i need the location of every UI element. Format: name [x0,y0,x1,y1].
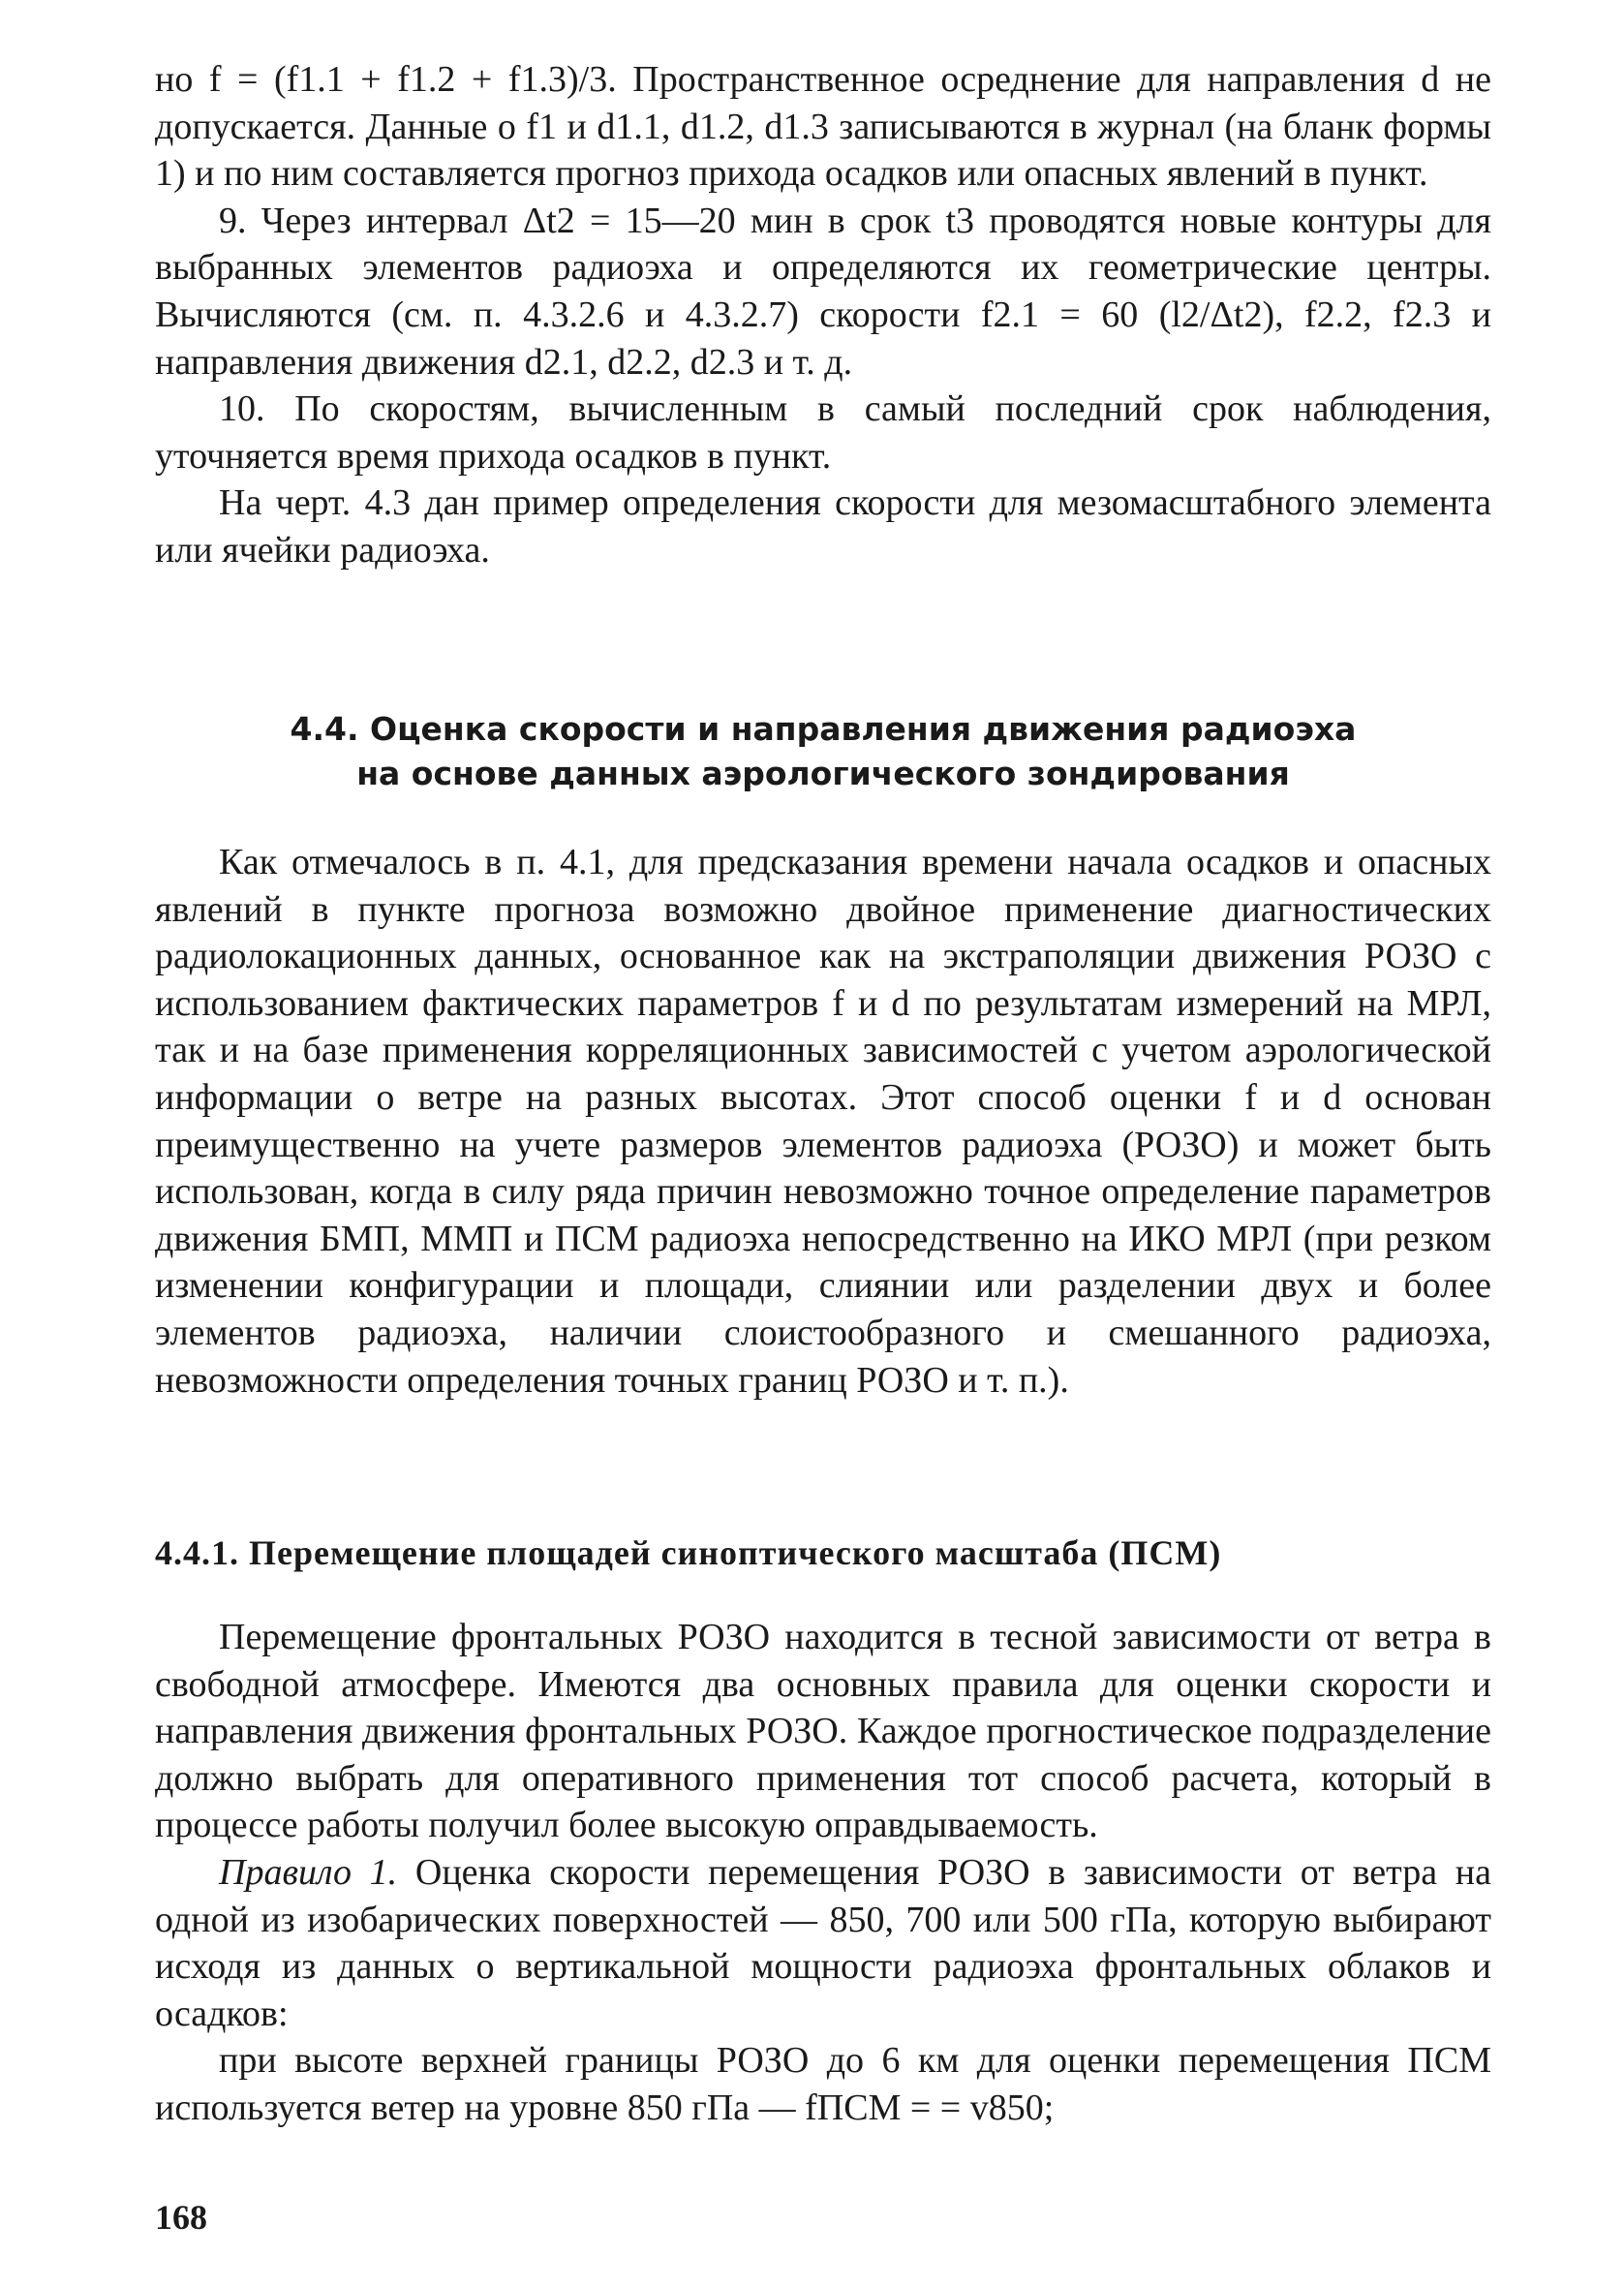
paragraph-item-10: 10. По скоростям, вычисленным в самый последний срок наблюдения, уточняется время прихода осадков в пункт. [155,388,1491,477]
paragraph-figure-note: На черт. 4.3 дан пример определения скорости для мезомасштабного элемента или ячейки радиоэха. [155,482,1491,571]
paragraph-item-9: 9. Через интервал Δt2 = 15—20 мин в срок t3 проводятся новые контуры для выбранных элементов радиоэха и определяются их геометрические центры. Вычисляются (см. п. 4.3.2.6 и 4.3.2.7) скорости f2.1 = 60 (l2/Δt2), f2.2, f2.3 и направления движения d2.1, d2.2, d2.3 и т. д. [155,200,1491,383]
paragraph-frontal: Перемещение фронтальных РОЗО находится в тесной зависимости от ветра в свободной атмосфере. Имеются два основных правила для оценки скорости и направления движения фронтальных РОЗО. Каждое прогностическое подразделение должно выбрать для оперативного применения тот способ расчета, который в процессе работы получил более высокую оправдываемость. [155,1617,1491,1846]
rule-1-text: Оценка скорости перемещения РОЗО в зависимости от ветра на одной из изобарических поверхностей — 850, 700 или 500 гПа, которую выбирают исходя из данных о вертикальной мощности радиоэха фронтальных облаков и осадков: [155,1851,1491,2034]
rule-1-label: Правило 1. [219,1851,398,1893]
page-number: 168 [155,2198,207,2237]
text-block-top [155,56,1491,574]
subsection-heading-4-4-1: 4.4.1. Перемещение площадей синоптического масштаба (ПСМ) [155,1533,1222,1572]
section-heading-line-2: на основе данных аэрологического зондирования [356,755,1290,792]
paragraph-last: при высоте верхней границы РОЗО до 6 км для оценки перемещения ПСМ используется ветер на уровне 850 гПа — fПСМ = = v850; [155,2040,1491,2128]
paragraph-section-4-4: Как отмечалось в п. 4.1, для предсказания времени начала осадков и опасных явлений в пункте прогноза возможно двойное применение диагностических радиолокационных данных, основанное как на экстраполяции движения РОЗО с использованием фактических параметров f и d по результатам измерений на МРЛ, так и на базе применения корреляционных зависимостей с учетом аэрологической информации о ветре на разных высотах. Этот способ оценки f и d основан преимущественно на учете размеров элементов радиоэха (РОЗО) и может быть использован, когда в силу ряда причин невозможно точное определение параметров движения БМП, ММП и ПСМ радиоэха непосредственно на ИКО МРЛ (при резком изменении конфигурации и площади, слиянии или разделении двух и более элементов радиоэха, наличии слоистообразного и смешанного радиоэха, невозможности определения точных границ РОЗО и т. п.). [155,842,1491,1401]
paragraph-rule-1 [155,1849,1491,2037]
text-block-section-4-4 [155,839,1491,1404]
section-heading-4-4 [155,707,1491,796]
section-heading-line-1: 4.4. Оценка скорости и направления движения радиоэха [290,710,1357,748]
text-block-subsection [155,1614,1491,2132]
paragraph-top: но f = (f1.1 + f1.2 + f1.3)/3. Пространственное осреднение для направления d не допускается. Данные о f1 и d1.1, d1.2, d1.3 записываются в журнал (на бланк формы 1) и по ним составляется прогноз прихода осадков или опасных явлений в пункт. [155,59,1491,195]
